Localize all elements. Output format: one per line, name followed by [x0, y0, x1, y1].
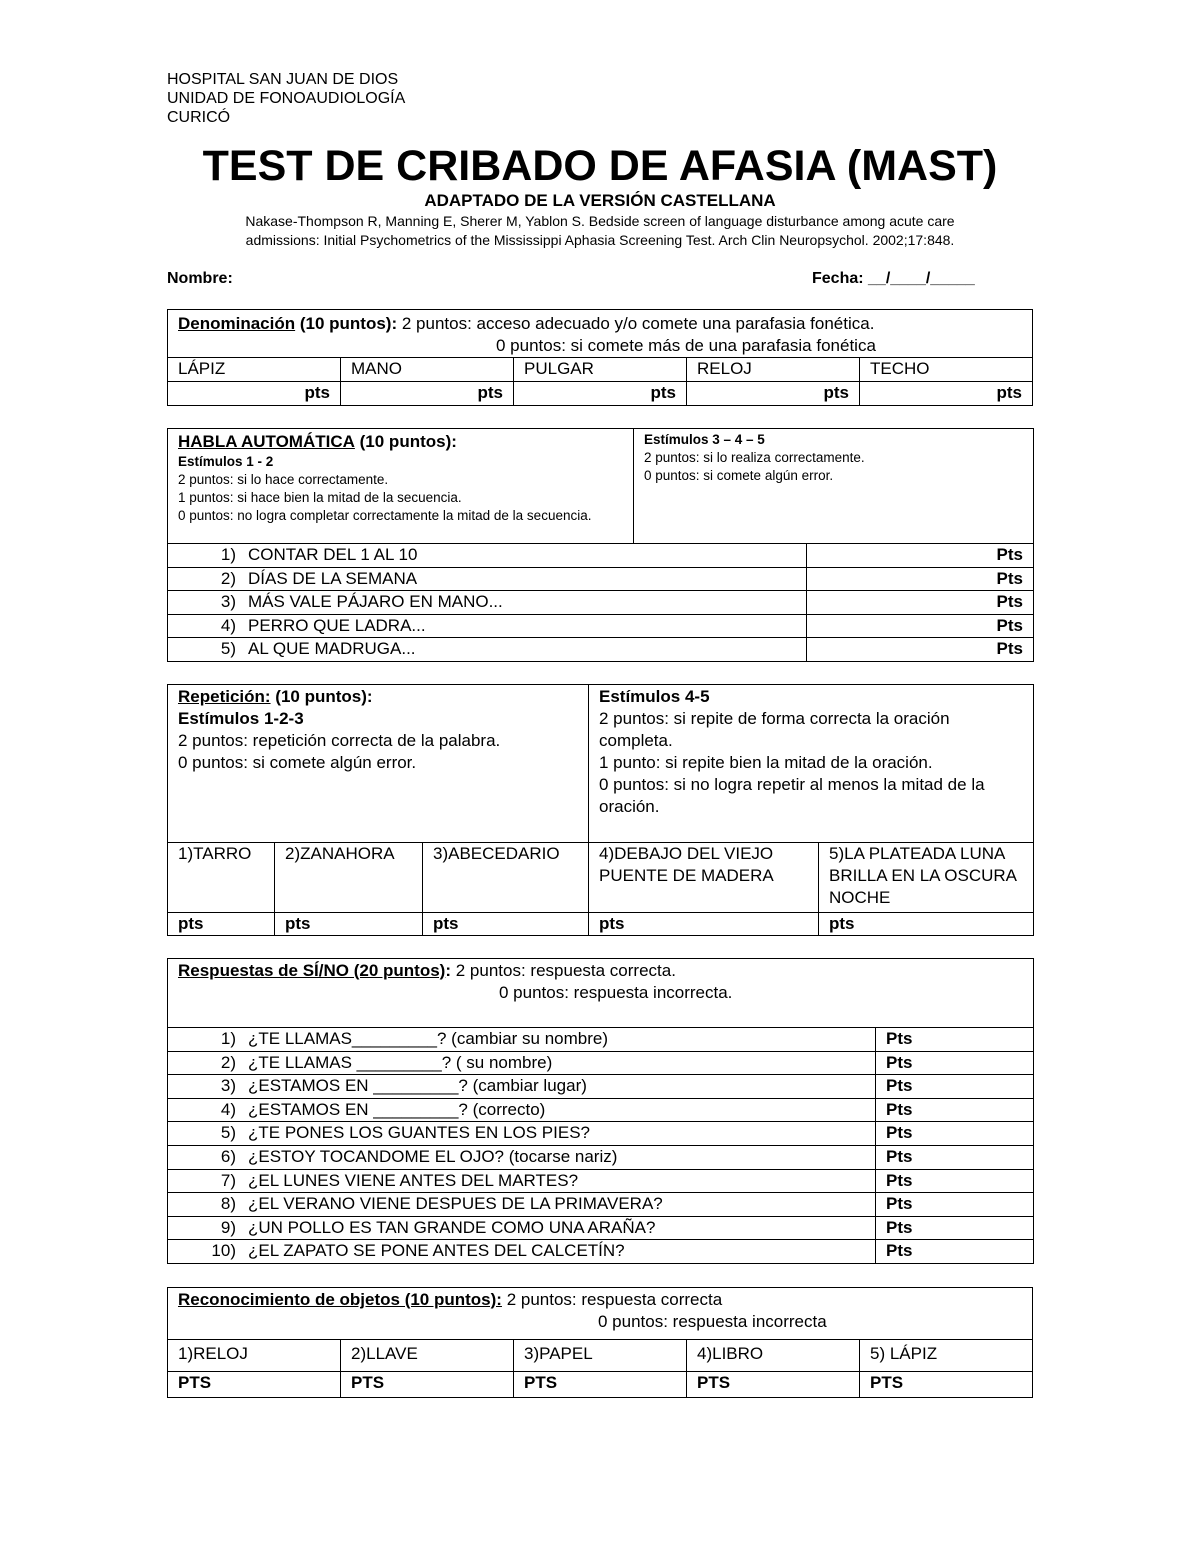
denominacion-score[interactable]: pts	[168, 382, 341, 406]
si-no-item-num: 9)	[220, 1217, 236, 1237]
denominacion-score[interactable]: pts	[341, 382, 514, 406]
si-no-score[interactable]: Pts	[876, 1075, 1034, 1099]
habla-right-rule-2: 0 puntos: si comete algún error.	[644, 468, 834, 483]
reference-citation	[0, 212, 1200, 250]
habla-item	[168, 591, 807, 615]
repeticion-score[interactable]: pts	[819, 913, 1034, 936]
repeticion-item: 4)DEBAJO DEL VIEJO PUENTE DE MADERA	[589, 843, 819, 913]
reconocimiento-score[interactable]: PTS	[168, 1372, 341, 1398]
habla-item	[168, 544, 807, 568]
reconocimiento-item: 5) LÁPIZ	[860, 1340, 1033, 1372]
page-subtitle: ADAPTADO DE LA VERSIÓN CASTELLANA	[424, 191, 776, 210]
repeticion-right-criteria	[589, 685, 1034, 843]
habla-left-rule-3: 0 puntos: no logra completar correctamente la mitad de la secuencia.	[178, 508, 592, 523]
si-no-item	[168, 1122, 876, 1146]
si-no-header	[168, 959, 1034, 1028]
habla-score[interactable]: Pts	[807, 591, 1034, 615]
si-no-item-num: 7)	[220, 1170, 236, 1190]
habla-item-text: PERRO QUE LADRA...	[248, 615, 426, 635]
habla-item-num: 2)	[220, 568, 236, 588]
repeticion-table	[167, 684, 1034, 936]
si-no-item-num: 2)	[220, 1052, 236, 1072]
page-title: TEST DE CRIBADO DE AFASIA (MAST)	[202, 142, 998, 190]
si-no-item-text: ¿TE LLAMAS _________? ( su nombre)	[248, 1052, 553, 1072]
si-no-score[interactable]: Pts	[876, 1098, 1034, 1122]
reconocimiento-score[interactable]: PTS	[341, 1372, 514, 1398]
reconocimiento-item: 2)LLAVE	[341, 1340, 514, 1372]
repeticion-score[interactable]: pts	[275, 913, 423, 936]
denominacion-score[interactable]: pts	[687, 382, 860, 406]
si-no-score[interactable]: Pts	[876, 1051, 1034, 1075]
denominacion-table	[167, 309, 1033, 406]
si-no-item-text: ¿TE PONES LOS GUANTES EN LOS PIES?	[248, 1123, 590, 1143]
repeticion-left-rule-1: 2 puntos: repetición correcta de la palabra.	[178, 731, 501, 750]
si-no-item-num: 8)	[220, 1194, 236, 1214]
repeticion-right-rule-2: 1 punto: si repite bien la mitad de la oración.	[599, 753, 933, 772]
si-no-item-text: ¿EL ZAPATO SE PONE ANTES DEL CALCETÍN?	[248, 1241, 625, 1261]
reconocimiento-rule-2: 0 puntos: respuesta incorrecta	[598, 1312, 827, 1331]
si-no-item	[168, 1075, 876, 1099]
repeticion-item: 2)ZANAHORA	[275, 843, 423, 913]
name-field-label[interactable]: Nombre:	[167, 270, 233, 287]
habla-left-rule-1: 2 puntos: si lo hace correctamente.	[178, 472, 389, 487]
si-no-item-text: ¿ESTOY TOCANDOME EL OJO? (tocarse nariz)	[248, 1146, 618, 1166]
habla-item	[168, 614, 807, 638]
repeticion-item: 1)TARRO	[168, 843, 275, 913]
si-no-item	[168, 1145, 876, 1169]
habla-item	[168, 567, 807, 591]
repeticion-score[interactable]: pts	[168, 913, 275, 936]
si-no-item-text: ¿UN POLLO ES TAN GRANDE COMO UNA ARAÑA?	[248, 1217, 656, 1237]
date-field-label[interactable]: Fecha: __/____/_____	[812, 270, 975, 287]
si-no-item	[168, 1051, 876, 1075]
city-name: CURICÓ	[167, 109, 231, 126]
reconocimiento-score[interactable]: PTS	[687, 1372, 860, 1398]
habla-left-criteria	[168, 429, 634, 544]
institution-header	[167, 70, 405, 127]
unit-name: UNIDAD DE FONOAUDIOLOGÍA	[167, 90, 406, 107]
habla-left-head: Estímulos 1 - 2	[178, 454, 274, 469]
habla-title: HABLA AUTOMÁTICA	[178, 432, 355, 451]
si-no-item-text: ¿EL LUNES VIENE ANTES DEL MARTES?	[248, 1170, 579, 1190]
habla-score[interactable]: Pts	[807, 567, 1034, 591]
reconocimiento-table	[167, 1287, 1033, 1398]
denominacion-title: Denominación	[178, 314, 296, 333]
denominacion-item: MANO	[341, 358, 514, 382]
habla-right-rule-1: 2 puntos: si lo realiza correctamente.	[644, 450, 865, 465]
si-no-title: Respuestas de SÍ/NO (20 puntos)	[178, 961, 446, 980]
habla-item-text: MÁS VALE PÁJARO EN MANO...	[248, 592, 503, 611]
denominacion-points: (10 puntos):	[299, 314, 398, 333]
si-no-item-num: 6)	[220, 1146, 236, 1166]
si-no-score[interactable]: Pts	[876, 1216, 1034, 1240]
reconocimiento-title: Reconocimiento de objetos (10 puntos):	[178, 1290, 502, 1309]
repeticion-left-head: Estímulos 1-2-3	[178, 709, 304, 728]
reconocimiento-item: 3)PAPEL	[514, 1340, 687, 1372]
repeticion-left-criteria	[168, 685, 589, 843]
reconocimiento-header	[168, 1288, 1033, 1340]
habla-item-text: DÍAS DE LA SEMANA	[248, 568, 418, 588]
si-no-score[interactable]: Pts	[876, 1145, 1034, 1169]
si-no-item-num: 5)	[220, 1123, 236, 1143]
denominacion-score[interactable]: pts	[860, 382, 1033, 406]
reference-line-2: admissions: Initial Psychometrics of the Mississippi Aphasia Screening Test. Arch Clin Neuropsychol. 2002;17:848.	[245, 232, 955, 248]
si-no-item	[168, 1240, 876, 1264]
repeticion-right-rule-3: 0 puntos: si no logra repetir al menos la mitad de la oración.	[599, 775, 985, 816]
habla-item-num: 3)	[220, 592, 236, 611]
reconocimiento-score[interactable]: PTS	[860, 1372, 1033, 1398]
habla-item-num: 1)	[220, 545, 236, 564]
habla-left-rule-2: 1 puntos: si hace bien la mitad de la secuencia.	[178, 490, 462, 505]
si-no-item	[168, 1216, 876, 1240]
si-no-table	[167, 958, 1034, 1264]
reconocimiento-item: 4)LIBRO	[687, 1340, 860, 1372]
repeticion-title: Repetición:	[178, 687, 271, 706]
si-no-score[interactable]: Pts	[876, 1169, 1034, 1193]
repeticion-score[interactable]: pts	[423, 913, 589, 936]
si-no-item	[168, 1028, 876, 1052]
si-no-item	[168, 1193, 876, 1217]
si-no-score[interactable]: Pts	[876, 1193, 1034, 1217]
si-no-item-num: 4)	[220, 1099, 236, 1119]
denominacion-score[interactable]: pts	[514, 382, 687, 406]
reconocimiento-score[interactable]: PTS	[514, 1372, 687, 1398]
repeticion-right-rule-1: 2 puntos: si repite de forma correcta la oración completa.	[599, 709, 950, 750]
habla-score[interactable]: Pts	[807, 544, 1034, 568]
repeticion-item: 3)ABECEDARIO	[423, 843, 589, 913]
si-no-item-text: ¿EL VERANO VIENE DESPUES DE LA PRIMAVERA?	[248, 1194, 663, 1214]
si-no-score[interactable]: Pts	[876, 1122, 1034, 1146]
habla-score[interactable]: Pts	[807, 614, 1034, 638]
denominacion-item: PULGAR	[514, 358, 687, 382]
si-no-rule-2: 0 puntos: respuesta incorrecta.	[499, 983, 733, 1002]
habla-item-num: 5)	[220, 639, 236, 658]
si-no-item-num: 1)	[220, 1029, 236, 1048]
si-no-item-text: ¿ESTAMOS EN _________? (correcto)	[248, 1099, 546, 1119]
habla-item-text: AL QUE MADRUGA...	[248, 639, 416, 658]
reference-line-1: Nakase-Thompson R, Manning E, Sherer M, Yablon S. Bedside screen of language disturbance among acute care	[245, 213, 955, 229]
reconocimiento-rule-1: 2 puntos: respuesta correcta	[506, 1290, 723, 1309]
habla-points: (10 puntos):	[359, 432, 457, 451]
denominacion-item: RELOJ	[687, 358, 860, 382]
si-no-score[interactable]: Pts	[876, 1240, 1034, 1264]
denominacion-item: TECHO	[860, 358, 1033, 382]
reconocimiento-item: 1)RELOJ	[168, 1340, 341, 1372]
repeticion-points: (10 puntos):	[275, 687, 373, 706]
si-no-item-text: ¿TE LLAMAS_________? (cambiar su nombre)	[248, 1029, 609, 1048]
habla-right-head: Estímulos 3 – 4 – 5	[644, 432, 765, 447]
repeticion-right-head: Estímulos 4-5	[599, 687, 710, 706]
si-no-item	[168, 1169, 876, 1193]
si-no-rule-1: 2 puntos: respuesta correcta.	[455, 961, 676, 980]
habla-item-num: 4)	[220, 615, 236, 635]
si-no-item-num: 10)	[211, 1241, 236, 1261]
habla-automatica-table	[167, 428, 1034, 662]
repeticion-item: 5)LA PLATEADA LUNA BRILLA EN LA OSCURA NOCHE	[819, 843, 1034, 913]
repeticion-left-rule-2: 0 puntos: si comete algún error.	[178, 753, 417, 772]
si-no-item-text: ¿ESTAMOS EN _________? (cambiar lugar)	[248, 1076, 587, 1096]
denominacion-item: LÁPIZ	[168, 358, 341, 382]
habla-item	[168, 638, 807, 662]
hospital-name: HOSPITAL SAN JUAN DE DIOS	[167, 71, 399, 88]
habla-right-criteria	[634, 429, 1034, 544]
habla-item-text: CONTAR DEL 1 AL 10	[248, 545, 418, 564]
habla-score[interactable]: Pts	[807, 638, 1034, 662]
denominacion-header	[168, 310, 1033, 358]
si-no-item-num: 3)	[220, 1076, 236, 1096]
si-no-colon: :	[445, 961, 452, 980]
si-no-score[interactable]: Pts	[876, 1028, 1034, 1052]
denominacion-rule-2: 0 puntos: si comete más de una parafasia fonética	[496, 336, 876, 355]
si-no-item	[168, 1098, 876, 1122]
repeticion-score[interactable]: pts	[589, 913, 819, 936]
denominacion-rule-1: 2 puntos: acceso adecuado y/o comete una parafasia fonética.	[401, 314, 875, 333]
